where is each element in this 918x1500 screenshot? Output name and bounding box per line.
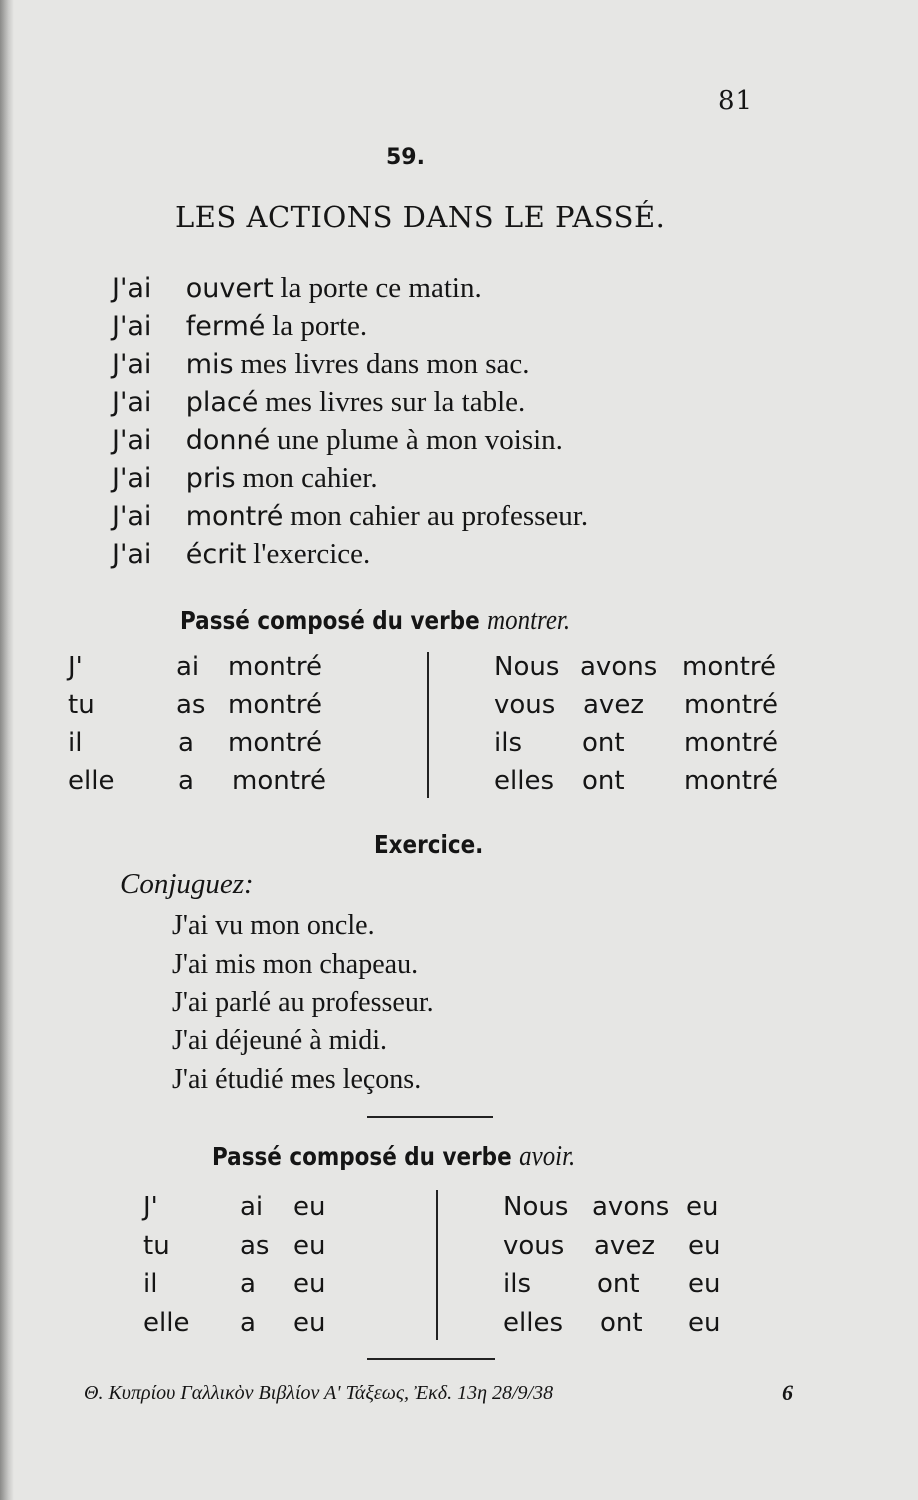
participle: montré [228, 652, 323, 682]
section-divider [367, 1116, 493, 1118]
sentence-subject: J'ai [112, 501, 152, 532]
conjugation-heading-montrer [180, 604, 570, 637]
heading-verb: montrer. [487, 604, 571, 636]
participle: eu [293, 1269, 326, 1299]
sentence-line [112, 272, 482, 305]
sentence-rest: mes livres dans mon sac. [240, 348, 530, 380]
participle: montré [682, 652, 777, 682]
sentence-verb: écrit [185, 539, 247, 570]
sentence-line [112, 500, 588, 533]
participle: montré [684, 766, 779, 796]
sentence-verb: placé [185, 387, 259, 418]
pronoun: il [143, 1269, 158, 1299]
sentence-rest: l'exercice. [253, 538, 371, 570]
page-number: 81 [718, 86, 754, 116]
auxiliary: ai [240, 1192, 264, 1222]
auxiliary: avez [583, 690, 644, 720]
publication-footer: Θ. Κυπρίου Γαλλικὸν Βιβλίον Α' Τάξεως, Ἐκδ. 13η 28/9/38 [84, 1382, 554, 1404]
sentence-subject: J'ai [112, 463, 152, 494]
auxiliary: ont [597, 1269, 640, 1299]
sentence-rest: la porte. [272, 310, 368, 342]
pronoun: J' [68, 652, 83, 682]
sentence-line [112, 310, 367, 343]
participle: eu [688, 1308, 721, 1338]
participle: eu [293, 1192, 326, 1222]
lesson-number: 59. [386, 145, 425, 170]
pronoun: tu [143, 1231, 170, 1261]
sheet-number: 6 [782, 1380, 793, 1405]
sentence-line [112, 462, 378, 495]
pronoun: tu [68, 690, 95, 720]
sentence-verb: donné [185, 425, 271, 456]
pronoun: il [68, 728, 83, 758]
pronoun: vous [503, 1231, 565, 1261]
sentence-rest: une plume à mon voisin. [277, 424, 563, 456]
auxiliary: a [178, 766, 194, 796]
auxiliary: a [240, 1269, 256, 1299]
column-divider [427, 652, 429, 798]
pronoun: elle [68, 766, 115, 796]
participle: montré [228, 728, 323, 758]
heading-verb: avoir. [519, 1140, 576, 1172]
sentence-line [112, 538, 370, 571]
participle: eu [293, 1231, 326, 1261]
sentence-subject: J'ai [112, 539, 152, 570]
sentence-rest: mon cahier au professeur. [290, 500, 589, 532]
sentence-verb: mis [185, 349, 234, 380]
pronoun: elles [494, 766, 554, 796]
auxiliary: as [176, 690, 206, 720]
sentence-subject: J'ai [112, 349, 152, 380]
heading-text: Passé composé du verbe [180, 606, 480, 635]
sentence-verb: pris [185, 463, 236, 494]
pronoun: vous [494, 690, 556, 720]
auxiliary: ont [600, 1308, 643, 1338]
exercise-instruction: Conjuguez: [120, 868, 254, 900]
auxiliary: ont [582, 766, 625, 796]
pronoun: Nous [503, 1192, 569, 1222]
participle: eu [293, 1308, 326, 1338]
sentence-subject: J'ai [112, 311, 152, 342]
lesson-title: LES ACTIONS DANS LE PASSÉ. [175, 200, 666, 234]
conjugation-heading-avoir [212, 1140, 575, 1173]
pronoun: J' [143, 1192, 158, 1222]
sentence-line [112, 386, 525, 419]
pronoun: elle [143, 1308, 190, 1338]
sentence-subject: J'ai [112, 425, 152, 456]
participle: montré [684, 690, 779, 720]
participle: eu [686, 1192, 719, 1222]
auxiliary: a [178, 728, 194, 758]
auxiliary: avons [592, 1192, 670, 1222]
sentence-rest: mes livres sur la table. [265, 386, 526, 418]
exercise-item: J'ai mis mon chapeau. [172, 949, 419, 980]
sentence-line [112, 424, 563, 457]
pronoun: Nous [494, 652, 560, 682]
participle: montré [228, 690, 323, 720]
exercise-item: J'ai vu mon oncle. [172, 910, 375, 941]
sentence-verb: fermé [185, 311, 266, 342]
pronoun: elles [503, 1308, 563, 1338]
auxiliary: avons [580, 652, 658, 682]
sentence-verb: ouvert [185, 273, 274, 304]
pronoun: ils [503, 1269, 531, 1299]
auxiliary: a [240, 1308, 256, 1338]
auxiliary: ai [176, 652, 200, 682]
exercise-item: J'ai étudié mes leçons. [172, 1064, 422, 1095]
sentence-line [112, 348, 530, 381]
sentence-rest: la porte ce matin. [280, 272, 482, 304]
participle: montré [684, 728, 779, 758]
participle: eu [688, 1231, 721, 1261]
participle: montré [232, 766, 327, 796]
heading-text: Passé composé du verbe [212, 1142, 512, 1171]
exercise-item: J'ai parlé au professeur. [172, 987, 434, 1018]
auxiliary: avez [594, 1231, 655, 1261]
auxiliary: as [240, 1231, 270, 1261]
sentence-subject: J'ai [112, 273, 152, 304]
exercise-item: J'ai déjeuné à midi. [172, 1025, 387, 1056]
book-spine-shadow [0, 0, 14, 1500]
exercise-title: Exercice. [374, 830, 484, 859]
participle: eu [688, 1269, 721, 1299]
sentence-subject: J'ai [112, 387, 152, 418]
auxiliary: ont [582, 728, 625, 758]
section-divider [367, 1358, 495, 1360]
sentence-verb: montré [185, 501, 284, 532]
column-divider [436, 1190, 438, 1340]
sentence-rest: mon cahier. [242, 462, 378, 494]
pronoun: ils [494, 728, 522, 758]
